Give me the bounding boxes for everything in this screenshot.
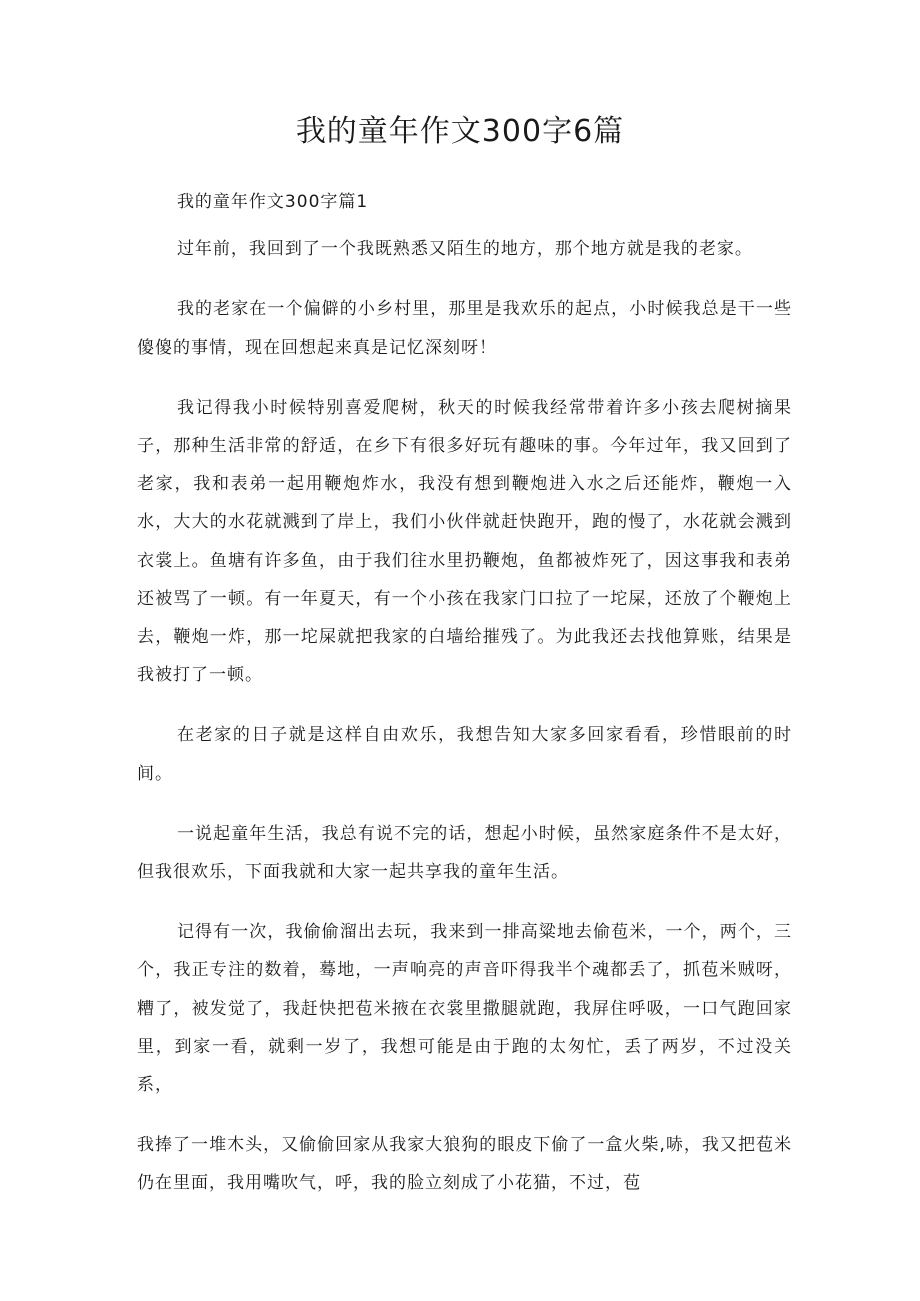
paragraph-1: 过年前，我回到了一个我既熟悉又陌生的地方，那个地方就是我的老家。 <box>176 239 753 260</box>
paragraph-5: 一说起童年生活，我总有说不完的话，想起小时候，虽然家庭条件不是太好，但我很欢乐，下面我就和大家一起共享我的童年生活。 <box>137 823 792 883</box>
section-heading: 我的童年作文300字篇1 <box>176 192 369 212</box>
paragraph-7: 我捧了一堆木头，又偷偷回家从我家大狼狗的眼皮下偷了一盒火柴,哧，我又把苞米仍在里面，我用嘴吹气，呼，我的脸立刻成了小花猫，不过，苞 <box>137 1135 792 1194</box>
document-title: 我的童年作文300字6篇 <box>295 114 625 149</box>
document-body <box>137 183 792 1203</box>
paragraph-6: 记得有一次，我偷偷溜出去玩，我来到一排高粱地去偷苞米，一个，两个，三个，我正专注的数着，蓦地，一声响亮的声音吓得我半个魂都丢了，抓苞米贼呀，糟了，被发觉了，我赶快把苞米掖在衣裳里撒腿就跑，我屏住呼吸，一口气跑回家里，到家一看，就剩一岁了，我想可能是由于跑的太匆忙，丢了两岁，不过没关系， <box>137 922 792 1096</box>
paragraph-4: 在老家的日子就是这样自由欢乐，我想告知大家多回家看看，珍惜眼前的时间。 <box>137 725 792 784</box>
paragraph-2: 我的老家在一个偏僻的小乡村里，那里是我欢乐的起点，小时候我总是干一些傻傻的事情，现在回想起来真是记忆深刻呀！ <box>137 299 792 358</box>
paragraph-3: 我记得我小时候特别喜爱爬树，秋天的时候我经常带着许多小孩去爬树摘果子，那种生活非常的舒适，在乡下有很多好玩有趣味的事。今年过年，我又回到了老家，我和表弟一起用鞭炮炸水，我没有想到鞭炮进入水之后还能炸，鞭炮一入水，大大的水花就溅到了岸上，我们小伙伴就赶快跑开，跑的慢了，水花就会溅到衣裳上。鱼塘有许多鱼，由于我们往水里扔鞭炮，鱼都被炸死了，因这事我和表弟还被骂了一顿。有一年夏天，有一个小孩在我家门口拉了一坨屎，还放了个鞭炮上去，鞭炮一炸，那一坨屎就把我家的白墙给摧残了。为此我还去找他算账，结果是我被打了一顿。 <box>137 397 792 686</box>
